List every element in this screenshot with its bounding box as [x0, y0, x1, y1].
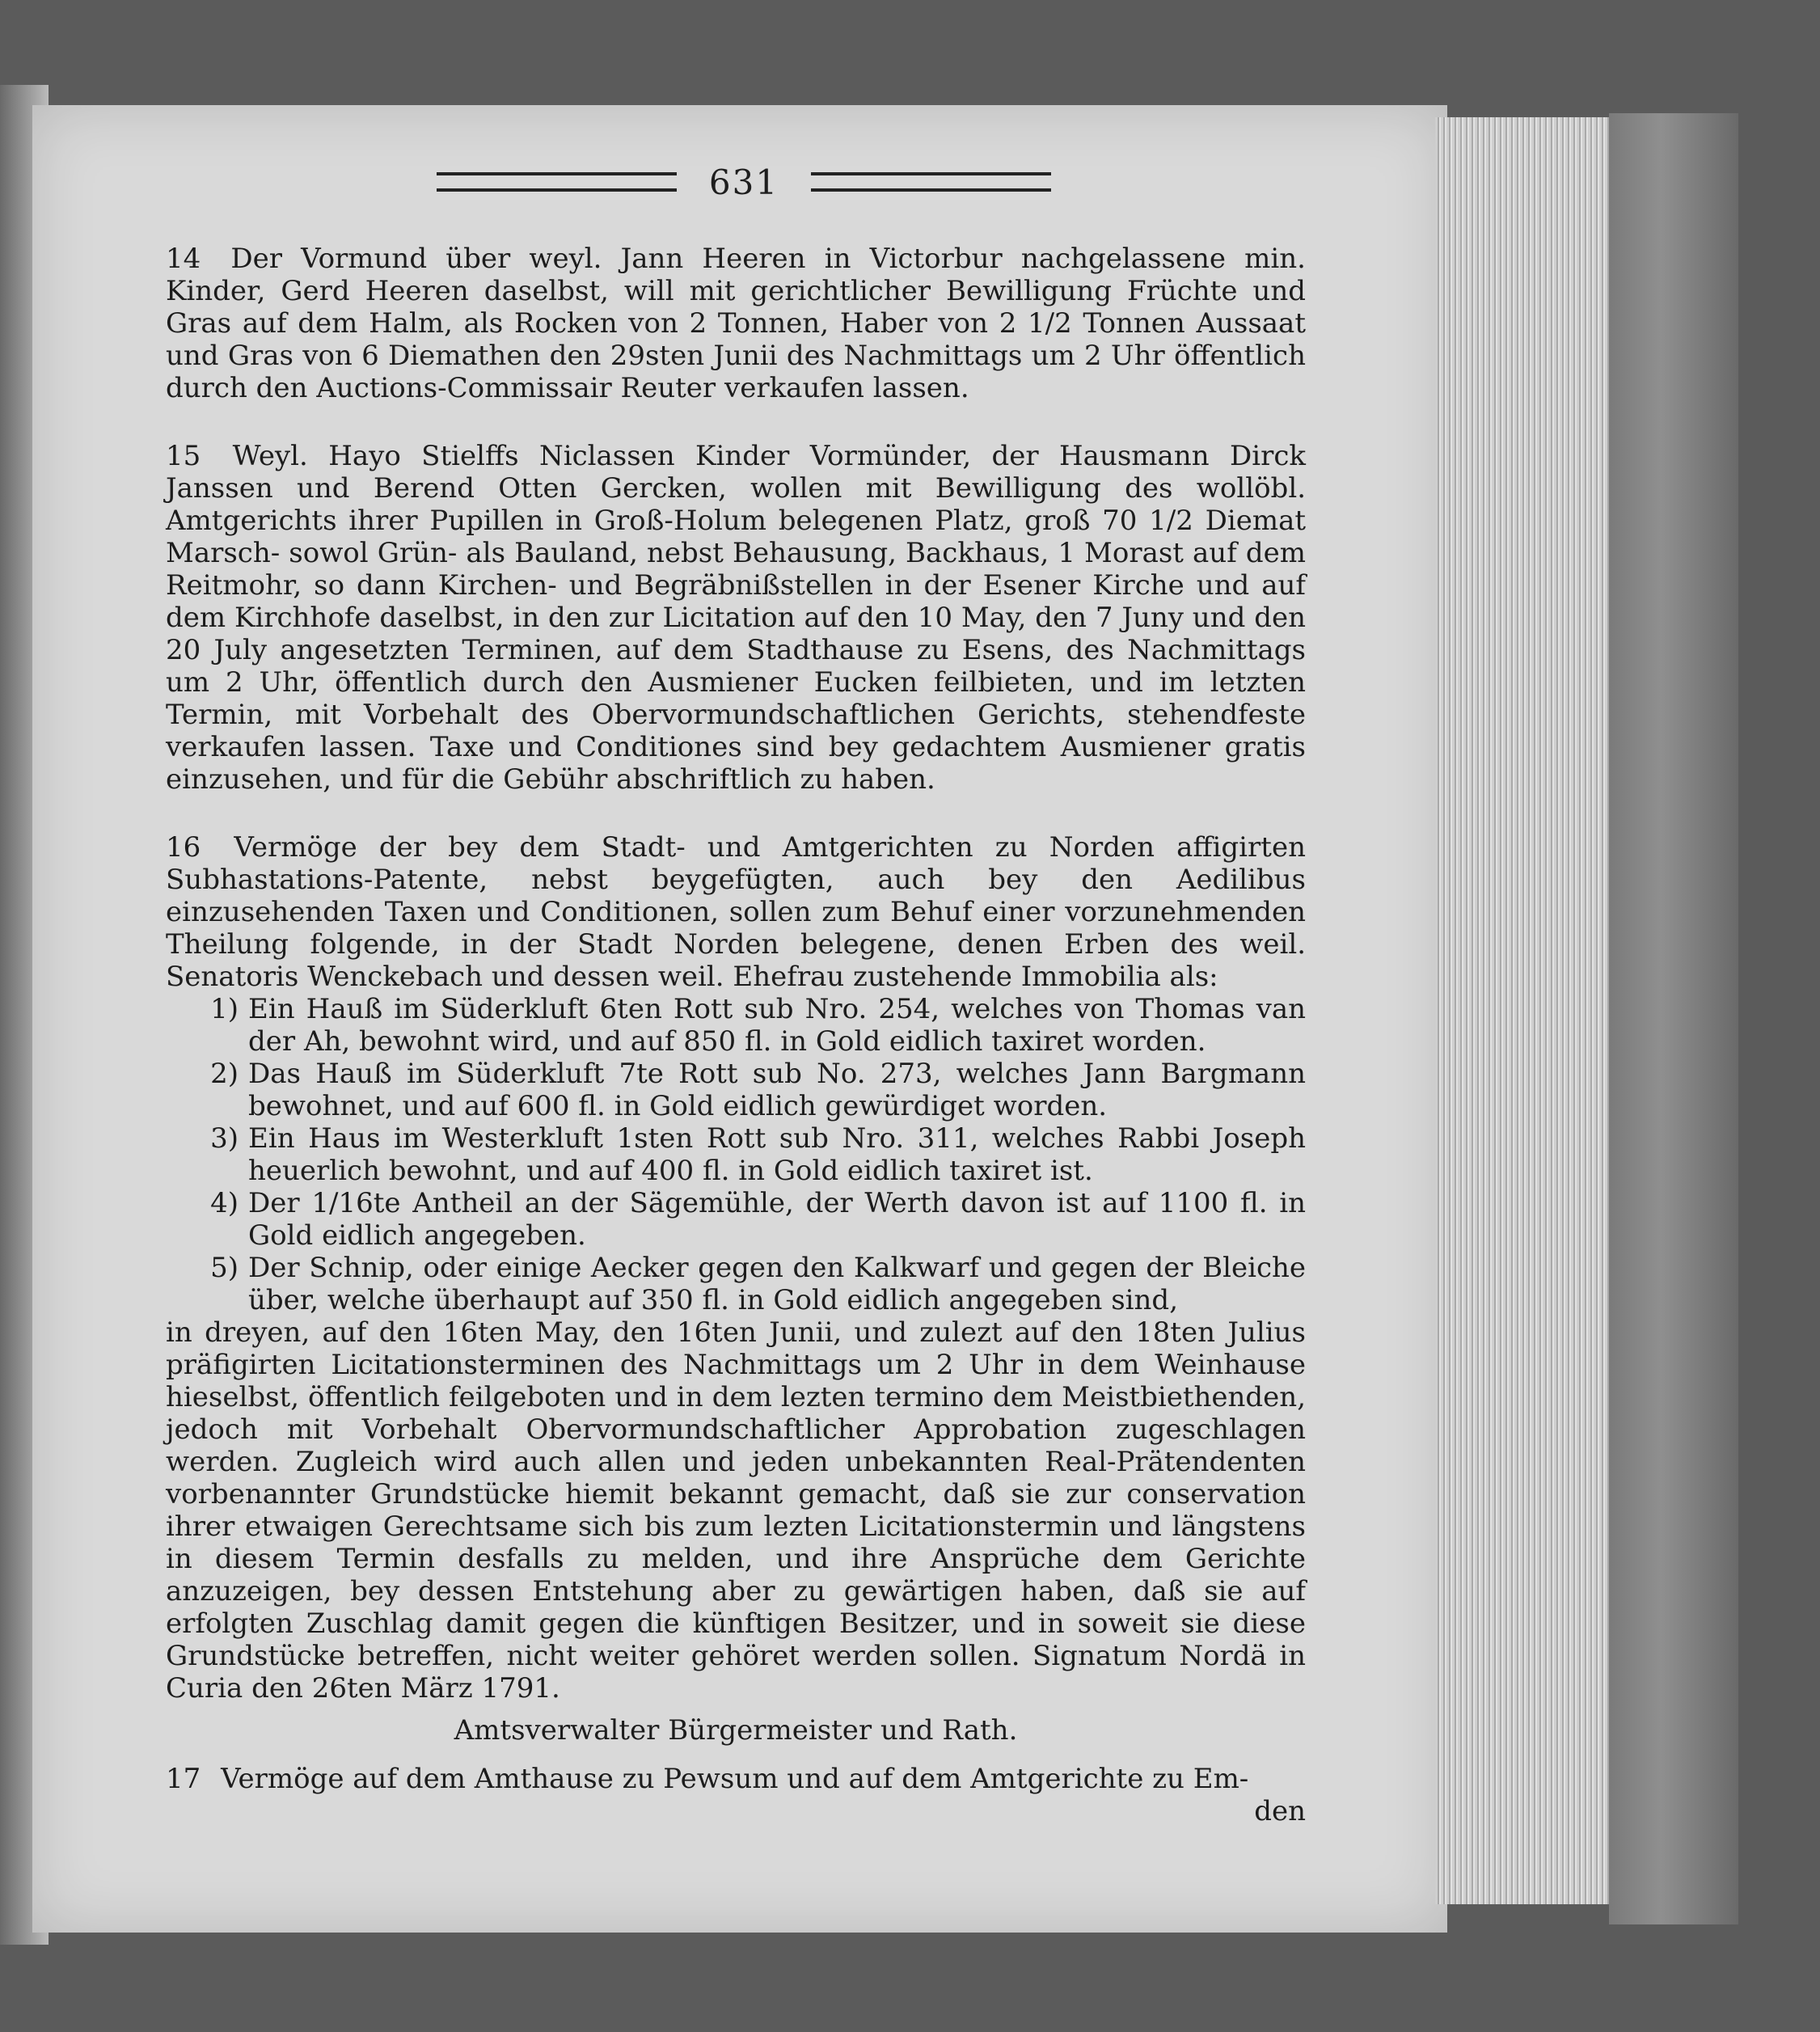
- item-number: 4): [210, 1187, 239, 1219]
- list-item: [166, 1122, 1306, 1187]
- signature: Amtsverwalter Bürgermeister und Rath.: [454, 1714, 1018, 1747]
- page-header: [437, 158, 1051, 206]
- page-content: [166, 243, 1306, 1855]
- list-item: [166, 1187, 1306, 1252]
- book-cover: [1609, 113, 1738, 1924]
- notice-16-body: in dreyen, auf den 16ten May, den 16ten Junii, und zulezt auf den 18ten Julius präfigirten Licitationsterminen des Nachmittags um 2 Uhr in dem Weinhause hieselbst, öffentlich feilgeboten und in dem lezten termino dem Meistbiethenden, jedoch mit Vorbehalt Obervormundschaftlicher Approbation zugeschlagen werden. Zugleich wird auch allen und jeden unbekannten Real-Prätendenten vorbenannter Grundstücke hiemit bekannt gemacht, daß sie zur conservation ihrer etwaigen Gerechtsame sich bis zum lezten Licitationstermin und längstens in diesem Termin desfalls zu melden, und ihre Ansprüche dem Gerichte anzuzeigen, bey dessen Entstehung aber zu gewärtigen haben, daß sie auf erfolgten Zuschlag damit gegen die künftigen Besitzer, und in soweit sie diese Grundstücke betreffen, nicht weiter gehöret werden sollen. Signatum Nordä in Curia den 26ten März 1791.: [166, 1316, 1306, 1705]
- list-item: [166, 1252, 1306, 1316]
- notice-15: [166, 440, 1306, 796]
- header-rule-left: [437, 172, 677, 192]
- item-text: Ein Hauß im Süderkluft 6ten Rott sub Nro. 254, welches von Thomas van der Ah, bewohnt wird, und auf 850 fl. in Gold eidlich taxiret worden.: [248, 993, 1306, 1058]
- header-rule-right: [811, 172, 1051, 192]
- notice-16: [166, 831, 1306, 1747]
- notice-text: Vermöge auf dem Amthause zu Pewsum und auf dem Amtgerichte zu Em-: [221, 1763, 1249, 1795]
- notice-number: 14: [166, 243, 201, 275]
- notice-text: Weyl. Hayo Stielffs Niclassen Kinder Vormünder, der Hausmann Dirck Janssen und Berend Otten Gercken, wollen mit Bewilligung des wollöbl. Amtgerichts ihrer Pupillen in Groß-Holum belegenen Platz, groß 70 1/2 Diemat Marsch- sowol Grün- als Bauland, nebst Behausung, Backhaus, 1 Morast auf dem Reitmohr, so dann Kirchen- und Begräbnißstellen in der Esener Kirche und auf dem Kirchhofe daselbst, in den zur Licitation auf den 10 May, den 7 Juny und den 20 July angesetzten Terminen, auf dem Stadthause zu Esens, des Nachmittags um 2 Uhr, öffentlich durch den Ausmiener Eucken feilbieten, und im letzten Termin, mit Vorbehalt des Obervormundschaftlichen Gerichts, stehendfeste verkaufen lassen. Taxe und Conditiones sind bey gedachtem Ausmiener gratis einzusehen, und für die Gebühr abschriftlich zu haben.: [166, 440, 1306, 796]
- item-text: Das Hauß im Süderkluft 7te Rott sub No. 273, welches Jann Bargmann bewohnet, und auf 600 fl. in Gold eidlich gewürdiget worden.: [248, 1058, 1306, 1122]
- notice-text: Vermöge der bey dem Stadt- und Amtgerichten zu Norden affigirten Subhastations-Patente, nebst beygefügten, auch bey den Aedilibus einzusehenden Taxen und Conditionen, sollen zum Behuf einer vorzunehmenden Theilung folgende, in der Stadt Norden belegene, denen Erben des weil. Senatoris Wenckebach und dessen weil. Ehefrau zustehende Immobilia als:: [166, 831, 1306, 993]
- notice-number: 16: [166, 831, 201, 864]
- notice-text: Der Vormund über weyl. Jann Heeren in Victorbur nachgelassene min. Kinder, Gerd Heeren daselbst, will mit gerichtlicher Bewilligung Früchte und Gras auf dem Halm, als Rocken von 2 Tonnen, Haber von 2 1/2 Tonnen Aussaat und Gras von 6 Diemathen den 29sten Junii des Nachmittags um 2 Uhr öffentlich durch den Auctions-Commissair Reuter verkaufen lassen.: [166, 243, 1306, 404]
- notice-16-intro: [166, 831, 1306, 993]
- list-item: [166, 1058, 1306, 1122]
- catchword: den: [1254, 1795, 1306, 1827]
- item-text: Der 1/16te Antheil an der Sägemühle, der Werth davon ist auf 1100 fl. in Gold eidlich angegeben.: [248, 1187, 1306, 1252]
- item-number: 3): [210, 1122, 239, 1155]
- page-edges: [1435, 117, 1621, 1904]
- list-item: [166, 993, 1306, 1058]
- property-list: [166, 993, 1306, 1316]
- notice-17: [166, 1763, 1306, 1795]
- item-number: 5): [210, 1252, 239, 1284]
- notice-number: 17: [166, 1763, 201, 1795]
- item-number: 1): [210, 993, 239, 1025]
- page-number: 631: [708, 162, 779, 202]
- notice-number: 15: [166, 440, 201, 472]
- item-text: Ein Haus im Westerkluft 1sten Rott sub Nro. 311, welches Rabbi Joseph heuerlich bewohnt, und auf 400 fl. in Gold eidlich taxiret ist.: [248, 1122, 1306, 1187]
- notice-14: [166, 243, 1306, 404]
- item-text: Der Schnip, oder einige Aecker gegen den Kalkwarf und gegen der Bleiche über, welche überhaupt auf 350 fl. in Gold eidlich angegeben sind,: [248, 1252, 1306, 1316]
- item-number: 2): [210, 1058, 239, 1090]
